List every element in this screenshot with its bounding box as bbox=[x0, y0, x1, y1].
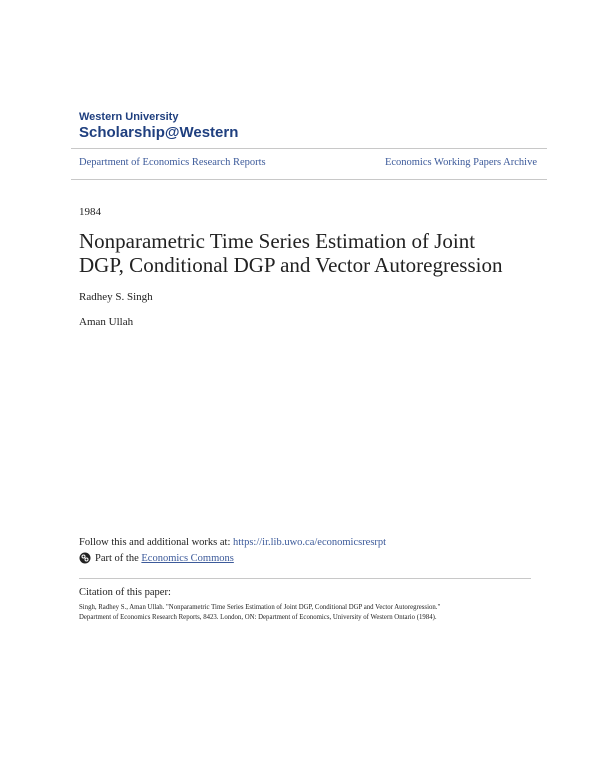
citation-divider bbox=[79, 578, 531, 579]
citation-text bbox=[79, 603, 529, 623]
economics-commons-link[interactable]: Economics Commons bbox=[141, 552, 234, 564]
publication-year: 1984 bbox=[79, 206, 101, 218]
follow-text: Follow this and additional works at: bbox=[79, 537, 233, 548]
institution-name: Western University bbox=[79, 111, 179, 123]
title-line-2: DGP, Conditional DGP and Vector Autoregression bbox=[79, 253, 503, 277]
part-of-text: Part of the bbox=[95, 552, 139, 564]
part-of-line bbox=[79, 552, 234, 564]
title-line-1: Nonparametric Time Series Estimation of Joint bbox=[79, 229, 476, 253]
citation-line-2: Department of Economics Research Reports, 8423. London, ON: Department of Economics, University of Western Ontario (1984). bbox=[79, 614, 437, 621]
paper-title bbox=[79, 229, 549, 277]
collection-url-link[interactable]: https://ir.lib.uwo.ca/economicsresrpt bbox=[233, 537, 387, 548]
top-divider bbox=[71, 148, 547, 149]
follow-line bbox=[79, 537, 386, 548]
creative-commons-icon bbox=[79, 552, 91, 564]
nav-divider bbox=[71, 179, 547, 180]
citation-heading: Citation of this paper: bbox=[79, 587, 171, 598]
dept-research-reports-link[interactable]: Department of Economics Research Reports bbox=[79, 157, 266, 168]
institution-logo[interactable] bbox=[79, 111, 238, 142]
author-1: Radhey S. Singh bbox=[79, 291, 153, 303]
repository-name: Scholarship@Western bbox=[79, 124, 239, 141]
working-papers-archive-link[interactable]: Economics Working Papers Archive bbox=[384, 157, 537, 168]
citation-line-1: Singh, Radhey S., Aman Ullah. "Nonparametric Time Series Estimation of Joint DGP, Conditional DGP and Vector Autoregression." bbox=[79, 604, 441, 611]
author-2: Aman Ullah bbox=[79, 316, 134, 328]
